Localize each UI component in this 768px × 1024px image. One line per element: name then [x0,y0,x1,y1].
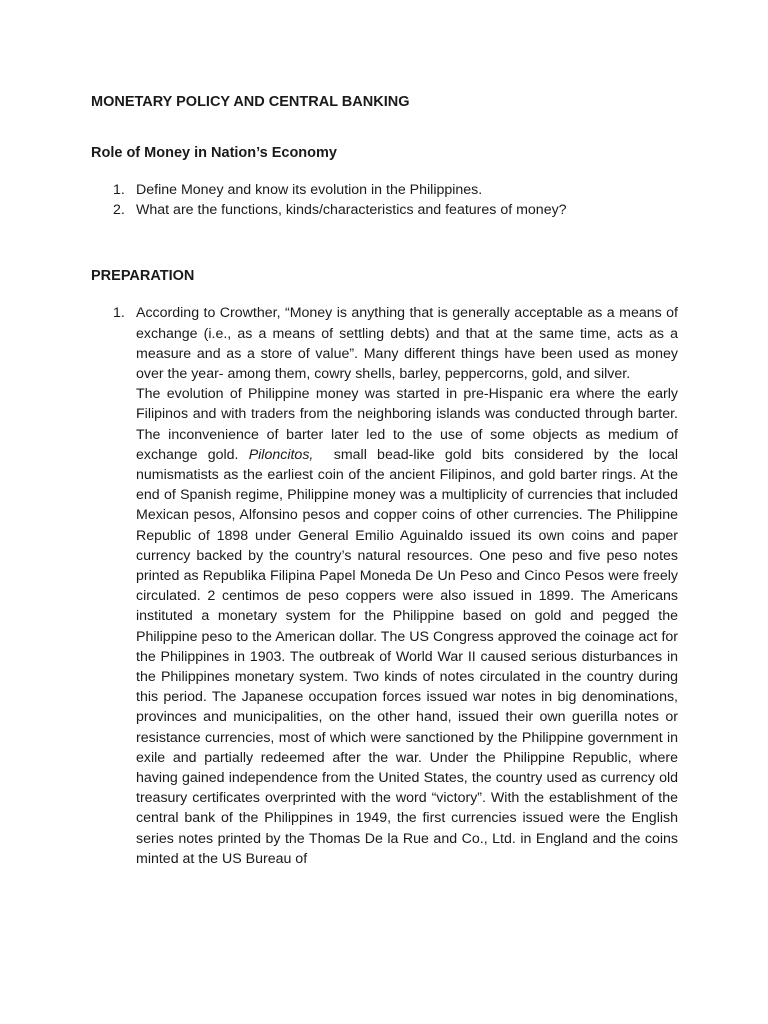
objective-item [91,200,678,220]
preparation-paragraph-2 [136,384,682,869]
list-number: 1. [113,305,125,322]
list-number: 2. [113,202,125,219]
list-number: 1. [113,182,125,198]
preparation-paragraph-1: According to Crowther, “Money is anything that is generally acceptable as a means of exchange (i.e., as a means of settling debts) and that at the same time, acts as a measure and as a store of value”. Many different things have been used as money over the year- among them, cowry shells, barley, peppercorns, gold, and silver. [136,305,678,383]
preparation-list [91,303,682,869]
document-title: MONETARY POLICY AND CENTRAL BANKING [91,94,410,110]
objectives-list [91,180,678,220]
objective-text: What are the functions, kinds/characteristics and features of money? [136,202,567,219]
paragraph-text: The evolution of Philippine money was started in pre-Hispanic era where the early Filipinos and with traders from the neighboring islands was conducted through barter. The inconvenience of barter later led to the use of some objects as medium of exchange gold. [136,386,678,463]
italic-term: Piloncitos, [248,446,314,463]
preparation-item [91,303,682,869]
section-heading: Role of Money in Nation’s Economy [91,145,337,161]
paragraph-text: small bead-like gold bits considered by the local numismatists as the earliest coin of the ancient Filipinos, and gold barter rings. At the end of Spanish regime, Philippine money was a multiplicity of currencies that included Mexican pesos, Alfonsino pesos and copper coins of other currencies. The Philippine Republic of 1898 under General Emilio Aguinaldo issued its own coins and paper currency backed by the country’s natural resources. One peso and five peso notes printed as Republika Filipina Papel Moneda De Un Peso and Cinco Pesos were freely circulated. 2 centimos de peso coppers were also issued in 1899. The Americans instituted a monetary system for the Philippine based on gold and pegged the Philippine peso to the American dollar. The US Congress approved the coinage act for the Philippines in 1903. The outbreak of World War II caused serious disturbances in the Philippines monetary system. Two kinds of notes circulated in the country during this period. The Japanese occupation forces issued war notes in big denominations, provinces and municipalities, on the other hand, issued their own guerilla notes or resistance currencies, most of which were sanctioned by the Philippine government in exile and partially redeemed after the war. Under the Philippine Republic, where having gained independence from the United States, the country used as currency old treasury certificates overprinted with the word “victory”. With the establishment of the central bank of the Philippines in 1949, the first currencies issued were the English series notes printed by the Thomas De la Rue and Co., Ltd. in England and the coins minted at the US Bureau of [136,446,682,867]
objective-item [91,180,678,200]
objective-text: Define Money and know its evolution in the Philippines. [136,182,483,198]
preparation-heading: PREPARATION [91,268,195,285]
